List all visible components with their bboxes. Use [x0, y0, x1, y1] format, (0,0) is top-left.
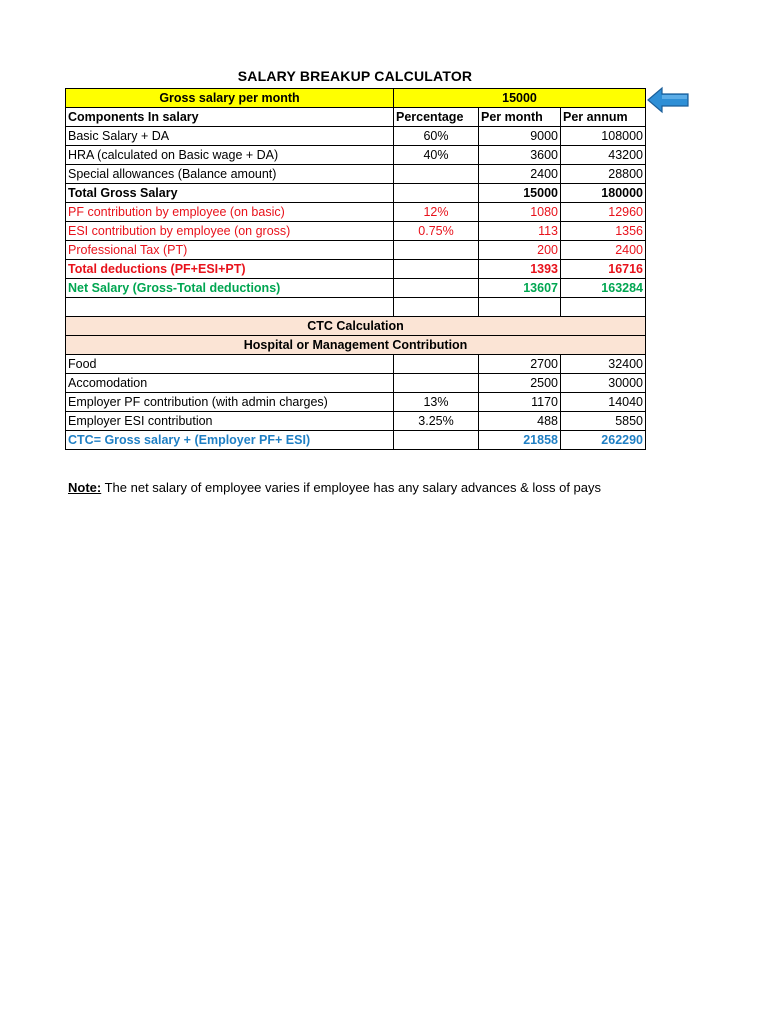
- table-row: [66, 203, 646, 222]
- gross-value-cell[interactable]: 15000: [394, 89, 646, 108]
- table-row: [66, 184, 646, 203]
- row-percentage: [394, 260, 479, 279]
- table-row: [66, 393, 646, 412]
- empty-row: [66, 298, 646, 317]
- row-per-month: 1170: [479, 393, 561, 412]
- row-per-month: 15000: [479, 184, 561, 203]
- row-label: ESI contribution by employee (on gross): [66, 222, 394, 241]
- row-percentage: 13%: [394, 393, 479, 412]
- row-per-annum: 180000: [561, 184, 646, 203]
- row-percentage: 0.75%: [394, 222, 479, 241]
- row-label: Food: [66, 355, 394, 374]
- row-percentage: [394, 431, 479, 450]
- row-label: PF contribution by employee (on basic): [66, 203, 394, 222]
- ctc-heading: CTC Calculation: [66, 317, 646, 336]
- row-label: Employer PF contribution (with admin charges): [66, 393, 394, 412]
- table-row: [66, 431, 646, 450]
- table-row: [66, 222, 646, 241]
- row-percentage: 12%: [394, 203, 479, 222]
- table-row: [66, 165, 646, 184]
- row-label: Professional Tax (PT): [66, 241, 394, 260]
- empty-cell: [479, 298, 561, 317]
- row-per-month: 488: [479, 412, 561, 431]
- row-label: Basic Salary + DA: [66, 127, 394, 146]
- row-per-month: 2400: [479, 165, 561, 184]
- row-label: CTC= Gross salary + (Employer PF+ ESI): [66, 431, 394, 450]
- row-percentage: [394, 165, 479, 184]
- row-percentage: [394, 279, 479, 298]
- salary-table: [65, 88, 646, 450]
- row-per-annum: 14040: [561, 393, 646, 412]
- row-label: Net Salary (Gross-Total deductions): [66, 279, 394, 298]
- table-row: [66, 241, 646, 260]
- row-percentage: [394, 374, 479, 393]
- gross-label: Gross salary per month: [66, 89, 394, 108]
- header-percentage: Percentage: [394, 108, 479, 127]
- row-label: Special allowances (Balance amount): [66, 165, 394, 184]
- empty-cell: [561, 298, 646, 317]
- ctc-heading-row: [66, 317, 646, 336]
- left-arrow-icon: [646, 86, 690, 114]
- header-row: [66, 108, 646, 127]
- header-per-month: Per month: [479, 108, 561, 127]
- empty-cell: [66, 298, 394, 317]
- row-per-annum: 5850: [561, 412, 646, 431]
- note-text: The net salary of employee varies if employee has any salary advances & loss of pays: [101, 480, 602, 495]
- table-row: [66, 260, 646, 279]
- note: [68, 480, 601, 495]
- row-percentage: [394, 184, 479, 203]
- table-row: [66, 146, 646, 165]
- row-per-annum: 30000: [561, 374, 646, 393]
- table-row: [66, 355, 646, 374]
- row-label: Total Gross Salary: [66, 184, 394, 203]
- row-label: HRA (calculated on Basic wage + DA): [66, 146, 394, 165]
- page-title: SALARY BREAKUP CALCULATOR: [237, 68, 473, 84]
- gross-row: [66, 89, 646, 108]
- empty-cell: [394, 298, 479, 317]
- row-per-annum: 32400: [561, 355, 646, 374]
- table-row: [66, 374, 646, 393]
- row-per-month: 2500: [479, 374, 561, 393]
- row-per-month: 200: [479, 241, 561, 260]
- header-per-annum: Per annum: [561, 108, 646, 127]
- row-percentage: [394, 241, 479, 260]
- ctc-subheading: Hospital or Management Contribution: [66, 336, 646, 355]
- row-per-month: 21858: [479, 431, 561, 450]
- row-per-annum: 16716: [561, 260, 646, 279]
- row-per-annum: 163284: [561, 279, 646, 298]
- row-per-month: 1080: [479, 203, 561, 222]
- header-components: Components In salary: [66, 108, 394, 127]
- row-per-annum: 262290: [561, 431, 646, 450]
- row-label: Employer ESI contribution: [66, 412, 394, 431]
- ctc-subheading-row: [66, 336, 646, 355]
- row-percentage: [394, 355, 479, 374]
- row-per-month: 9000: [479, 127, 561, 146]
- table-row: [66, 279, 646, 298]
- row-per-annum: 43200: [561, 146, 646, 165]
- row-per-month: 2700: [479, 355, 561, 374]
- row-per-month: 1393: [479, 260, 561, 279]
- row-per-month: 113: [479, 222, 561, 241]
- row-per-annum: 108000: [561, 127, 646, 146]
- row-label: Total deductions (PF+ESI+PT): [66, 260, 394, 279]
- note-label: Note:: [68, 480, 102, 495]
- row-per-annum: 28800: [561, 165, 646, 184]
- row-per-annum: 1356: [561, 222, 646, 241]
- row-per-annum: 2400: [561, 241, 646, 260]
- row-per-month: 3600: [479, 146, 561, 165]
- row-percentage: 40%: [394, 146, 479, 165]
- table-row: [66, 412, 646, 431]
- row-per-month: 13607: [479, 279, 561, 298]
- row-percentage: 60%: [394, 127, 479, 146]
- table-row: [66, 127, 646, 146]
- row-percentage: 3.25%: [394, 412, 479, 431]
- row-label: Accomodation: [66, 374, 394, 393]
- row-per-annum: 12960: [561, 203, 646, 222]
